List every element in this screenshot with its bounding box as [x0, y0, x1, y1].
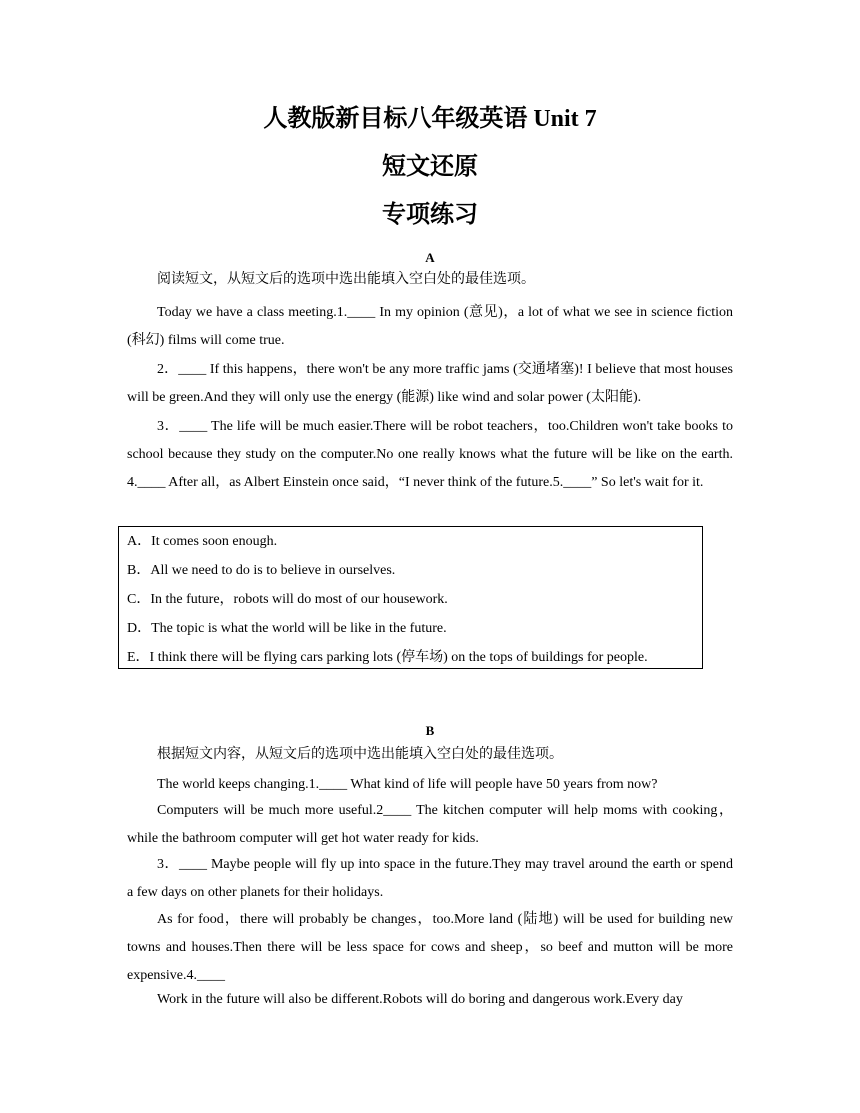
section-b-paragraph: As for food，there will probably be changes，too.More land (陆地) will be used for building new towns and houses.Then there will be less space for cows and sheep，so beef and mutton will be more expensive.4.____ [127, 912, 733, 983]
section-b-instruction: 根据短文内容，从短文后的选项中选出能填入空白处的最佳选项。 [157, 747, 563, 762]
option-b: B．All we need to do is to believe in ourselves. [127, 563, 396, 578]
document-subtitle: 短文还原 [382, 154, 478, 180]
options-box [118, 526, 703, 669]
option-c: C．In the future，robots will do most of our housework. [127, 592, 448, 607]
section-b-paragraph: Work in the future will also be different.Robots will do boring and dangerous work.Every day [157, 992, 683, 1007]
document-title: 人教版新目标八年级英语 Unit 7 [263, 106, 597, 132]
section-b-paragraph: Computers will be much more useful.2____ The kitchen computer will help moms with cooking，while the bathroom computer will get hot water ready for kids. [127, 803, 733, 846]
document-subtitle-2: 专项练习 [382, 202, 478, 228]
option-d: D．The topic is what the world will be like in the future. [127, 621, 447, 636]
section-a-instruction: 阅读短文，从短文后的选项中选出能填入空白处的最佳选项。 [157, 272, 535, 287]
option-e: E．I think there will be flying cars parking lots (停车场) on the tops of buildings for people. [127, 650, 648, 665]
section-b-paragraph: 3．____ Maybe people will fly up into space in the future.They may travel around the earth or spend a few days on other planets for their holidays. [127, 857, 733, 900]
section-b-paragraph: The world keeps changing.1.____ What kind of life will people have 50 years from now? [157, 777, 658, 792]
section-a-paragraph: 2．____ If this happens，there won't be any more traffic jams (交通堵塞)! I believe that most houses will be green.And they will only use the energy (能源) like wind and solar power (太阳能). [127, 362, 733, 405]
section-a-paragraph: Today we have a class meeting.1.____ In my opinion (意见)，a lot of what we see in science fiction (科幻) films will come true. [127, 305, 733, 348]
section-b-label: B [425, 723, 435, 738]
section-a-paragraph: 3．____ The life will be much easier.There will be robot teachers，too.Children won't take books to school because they study on the computer.No one really knows what the future will be like on the earth. 4.____ After all，as Albert Einstein once said，“I never think of the future.5.____” So let's wait for it. [127, 419, 733, 490]
option-a: A．It comes soon enough. [127, 534, 278, 549]
section-a-label: A [425, 250, 435, 265]
